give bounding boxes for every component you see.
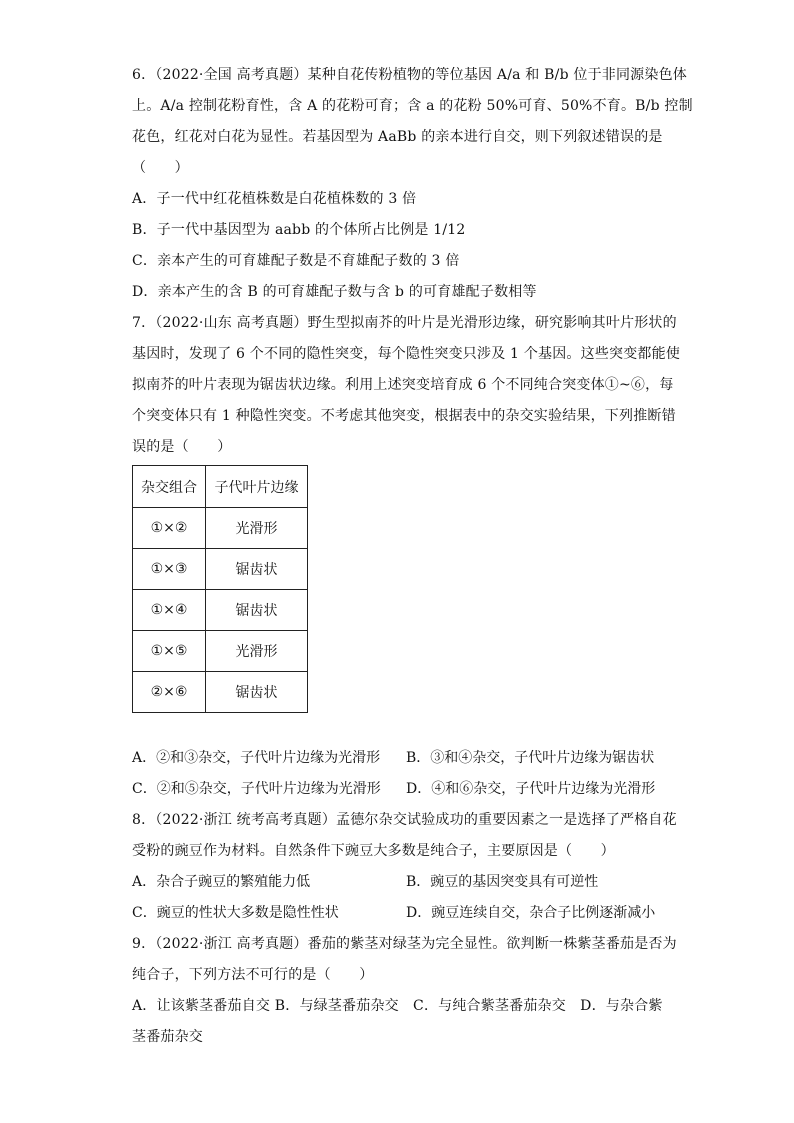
question-7 — [132, 308, 681, 805]
question-6-stem-line: 6．（2022·全国 高考真题）某种自花传粉植物的等位基因 A/a 和 B/b 位于非同源染色体 — [132, 67, 687, 83]
question-8-options-row — [132, 867, 662, 898]
question-8-option-d[interactable]: D．豌豆连续自交，杂合子比例逐渐减小 — [406, 905, 656, 921]
table-row — [133, 631, 308, 672]
question-7-stem-line: 7．（2022·山东 高考真题）野生型拟南芥的叶片是光滑形边缘，研究影响其叶片形状的 — [132, 315, 677, 331]
question-6-stem-line: 上。A/a 控制花粉育性，含 A 的花粉可育；含 a 的花粉 50%可育、50%不育。B/b 控制 — [132, 98, 693, 114]
question-7-stem-line: 个突变体只有 1 种隐性突变。不考虑其他突变，根据表中的杂交实验结果，下列推断错 — [132, 408, 676, 424]
question-9-options-line[interactable]: A．让该紫茎番茄自交 B．与绿茎番茄杂交 C．与纯合紫茎番茄杂交 D．与杂合紫 — [132, 998, 663, 1014]
question-6-stem-line: 花色，红花对白花为显性。若基因型为 AaBb 的亲本进行自交，则下列叙述错误的是 — [132, 129, 663, 145]
question-7-option-c[interactable]: C．②和⑤杂交，子代叶片边缘为光滑形 — [132, 781, 381, 797]
table-row — [133, 672, 308, 713]
question-7-stem-line: 误的是（ ） — [132, 439, 232, 455]
question-7-option-d[interactable]: D．④和⑥杂交，子代叶片边缘为光滑形 — [406, 781, 656, 797]
question-7-option-b[interactable]: B．③和④杂交，子代叶片边缘为锯齿状 — [406, 750, 655, 766]
table-row — [133, 508, 308, 549]
table-cell-leaf-edge: 光滑形 — [206, 631, 308, 672]
table-cell-cross: ②×⑥ — [133, 672, 206, 713]
question-6-answer-bracket: （ ） — [132, 160, 189, 176]
table-cell-cross: ①×③ — [133, 549, 206, 590]
question-8-option-b[interactable]: B．豌豆的基因突变具有可逆性 — [406, 874, 599, 890]
question-9-stem-line: 纯合子，下列方法不可行的是（ ） — [132, 967, 374, 983]
question-9 — [132, 929, 677, 1053]
question-8 — [132, 805, 677, 929]
question-9-options-tail[interactable]: 茎番茄杂交 — [132, 1029, 203, 1045]
question-8-stem-line: 受粉的豌豆作为材料。自然条件下豌豆大多数是纯合子，主要原因是（ ） — [132, 843, 615, 859]
question-6-option-d[interactable]: D．亲本产生的含 B 的可育雄配子数与含 b 的可育雄配子数相等 — [132, 284, 537, 300]
question-8-options-row — [132, 898, 662, 929]
question-8-option-c[interactable]: C．豌豆的性状大多数是隐性性状 — [132, 905, 339, 921]
table-cell-leaf-edge: 锯齿状 — [206, 672, 308, 713]
table-header-cross: 杂交组合 — [133, 466, 206, 508]
question-7-option-a[interactable]: A．②和③杂交，子代叶片边缘为光滑形 — [132, 750, 381, 766]
question-page — [132, 60, 693, 1053]
table-cell-leaf-edge: 锯齿状 — [206, 590, 308, 631]
table-cell-leaf-edge: 锯齿状 — [206, 549, 308, 590]
question-8-stem-line: 8．（2022·浙江 统考高考真题）孟德尔杂交试验成功的重要因素之一是选择了严格自花 — [132, 812, 677, 828]
table-header-row — [133, 466, 308, 508]
question-9-stem-line: 9．（2022·浙江 高考真题）番茄的紫茎对绿茎为完全显性。欲判断一株紫茎番茄是否为 — [132, 936, 677, 952]
question-7-options-row — [132, 774, 662, 805]
question-6-option-c[interactable]: C．亲本产生的可育雄配子数是不育雄配子数的 3 倍 — [132, 253, 460, 269]
table-row — [133, 549, 308, 590]
question-7-stem-line: 拟南芥的叶片表现为锯齿状边缘。利用上述突变培育成 6 个不同纯合突变体①~⑥，每 — [132, 377, 674, 393]
cross-results-table-wrapper — [132, 465, 662, 713]
table-row — [133, 590, 308, 631]
table-cell-leaf-edge: 光滑形 — [206, 508, 308, 549]
table-cell-cross: ①×② — [133, 508, 206, 549]
cross-results-table — [132, 465, 308, 713]
table-cell-cross: ①×④ — [133, 590, 206, 631]
question-6-option-a[interactable]: A．子一代中红花植株数是白花植株数的 3 倍 — [132, 191, 417, 207]
question-7-stem-line: 基因时，发现了 6 个不同的隐性突变，每个隐性突变只涉及 1 个基因。这些突变都能使 — [132, 346, 681, 362]
question-8-option-a[interactable]: A．杂合子豌豆的繁殖能力低 — [132, 874, 311, 890]
question-7-options-row — [132, 743, 662, 774]
table-header-leaf-edge: 子代叶片边缘 — [206, 466, 308, 508]
question-6-option-b[interactable]: B．子一代中基因型为 aabb 的个体所占比例是 1/12 — [132, 222, 466, 238]
question-6 — [132, 60, 693, 308]
table-cell-cross: ①×⑤ — [133, 631, 206, 672]
